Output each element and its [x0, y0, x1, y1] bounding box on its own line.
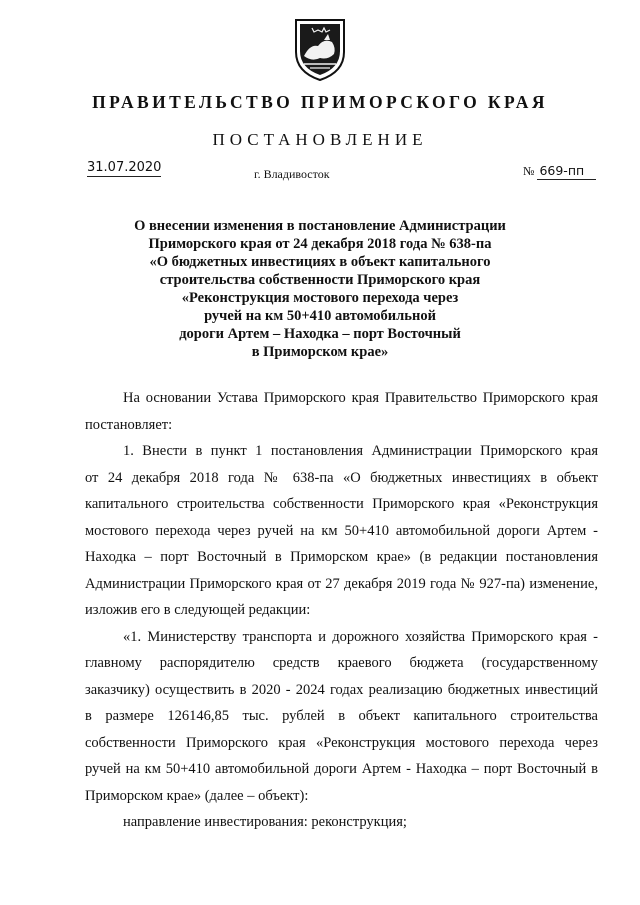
body-line: главному распорядителю средств краевого бюджета (государственному [85, 655, 598, 671]
document-type: ПОСТАНОВЛЕНИЕ [212, 130, 428, 149]
heading-line: в Приморском крае» [251, 344, 389, 360]
document-date: 31.07.2020 [87, 160, 162, 175]
heading-line: Приморского края от 24 декабря 2018 года № 638-па [148, 236, 492, 252]
body-line: На основании Устава Приморского края Правительство Приморского края [123, 390, 598, 406]
body-line: постановляет: [85, 416, 173, 433]
body-line: капитального строительства собственности Приморского края «Реконструкция [85, 496, 598, 512]
body-line: собственности Приморского края «Реконструкция мостового перехода через [85, 734, 598, 751]
heading-line: ручей на км 50+410 автомобильной [204, 308, 436, 324]
heading-line: строительства собственности Приморского края [159, 272, 481, 288]
body-line: «1. Министерству транспорта и дорожного хозяйства Приморского края - [123, 628, 598, 645]
document-body [85, 385, 598, 836]
coat-of-arms-emblem [290, 14, 350, 84]
body-line: направление инвестирования: реконструкция; [123, 814, 407, 830]
heading-line: «О бюджетных инвестициях в объект капитального [149, 254, 491, 270]
body-line: ручей на км 50+410 автомобильной дороги Артем - Находка – порт Восточный в [85, 761, 598, 777]
body-line: в размере 126146,85 тыс. рублей в объект капитального строительства [85, 708, 598, 724]
body-line: 1. Внести в пункт 1 постановления Администрации Приморского края [123, 443, 598, 459]
number-prefix: № [523, 164, 535, 178]
document-city: г. Владивосток [254, 167, 330, 181]
body-line: заказчику) осуществить в 2020 - 2024 годах реализацию бюджетных инвестиций [85, 681, 598, 698]
body-line: Администрации Приморского края от 27 декабря 2019 года № 927-па) изменение, [85, 575, 598, 592]
body-line: Приморском крае» (далее – объект): [85, 787, 309, 804]
heading-line: О внесении изменения в постановление Администрации [134, 218, 506, 234]
document-number [523, 163, 596, 180]
heading-line: дороги Артем – Находка – порт Восточный [179, 326, 461, 342]
body-line: Находка – порт Восточный в Приморском крае» (в редакции постановления [85, 549, 598, 565]
heading-line: «Реконструкция мостового перехода через [181, 290, 459, 306]
body-line: от 24 декабря 2018 года № 638-па «О бюджетных инвестициях в объект [85, 469, 598, 486]
body-line: изложив его в следующей редакции: [85, 602, 311, 618]
government-title: ПРАВИТЕЛЬСТВО ПРИМОРСКОГО КРАЯ [92, 92, 548, 112]
number-value: 669-пп [537, 163, 596, 180]
body-line: мостового перехода через ручей на км 50+410 автомобильной дороги Артем - [85, 522, 598, 539]
document-heading [0, 217, 640, 361]
